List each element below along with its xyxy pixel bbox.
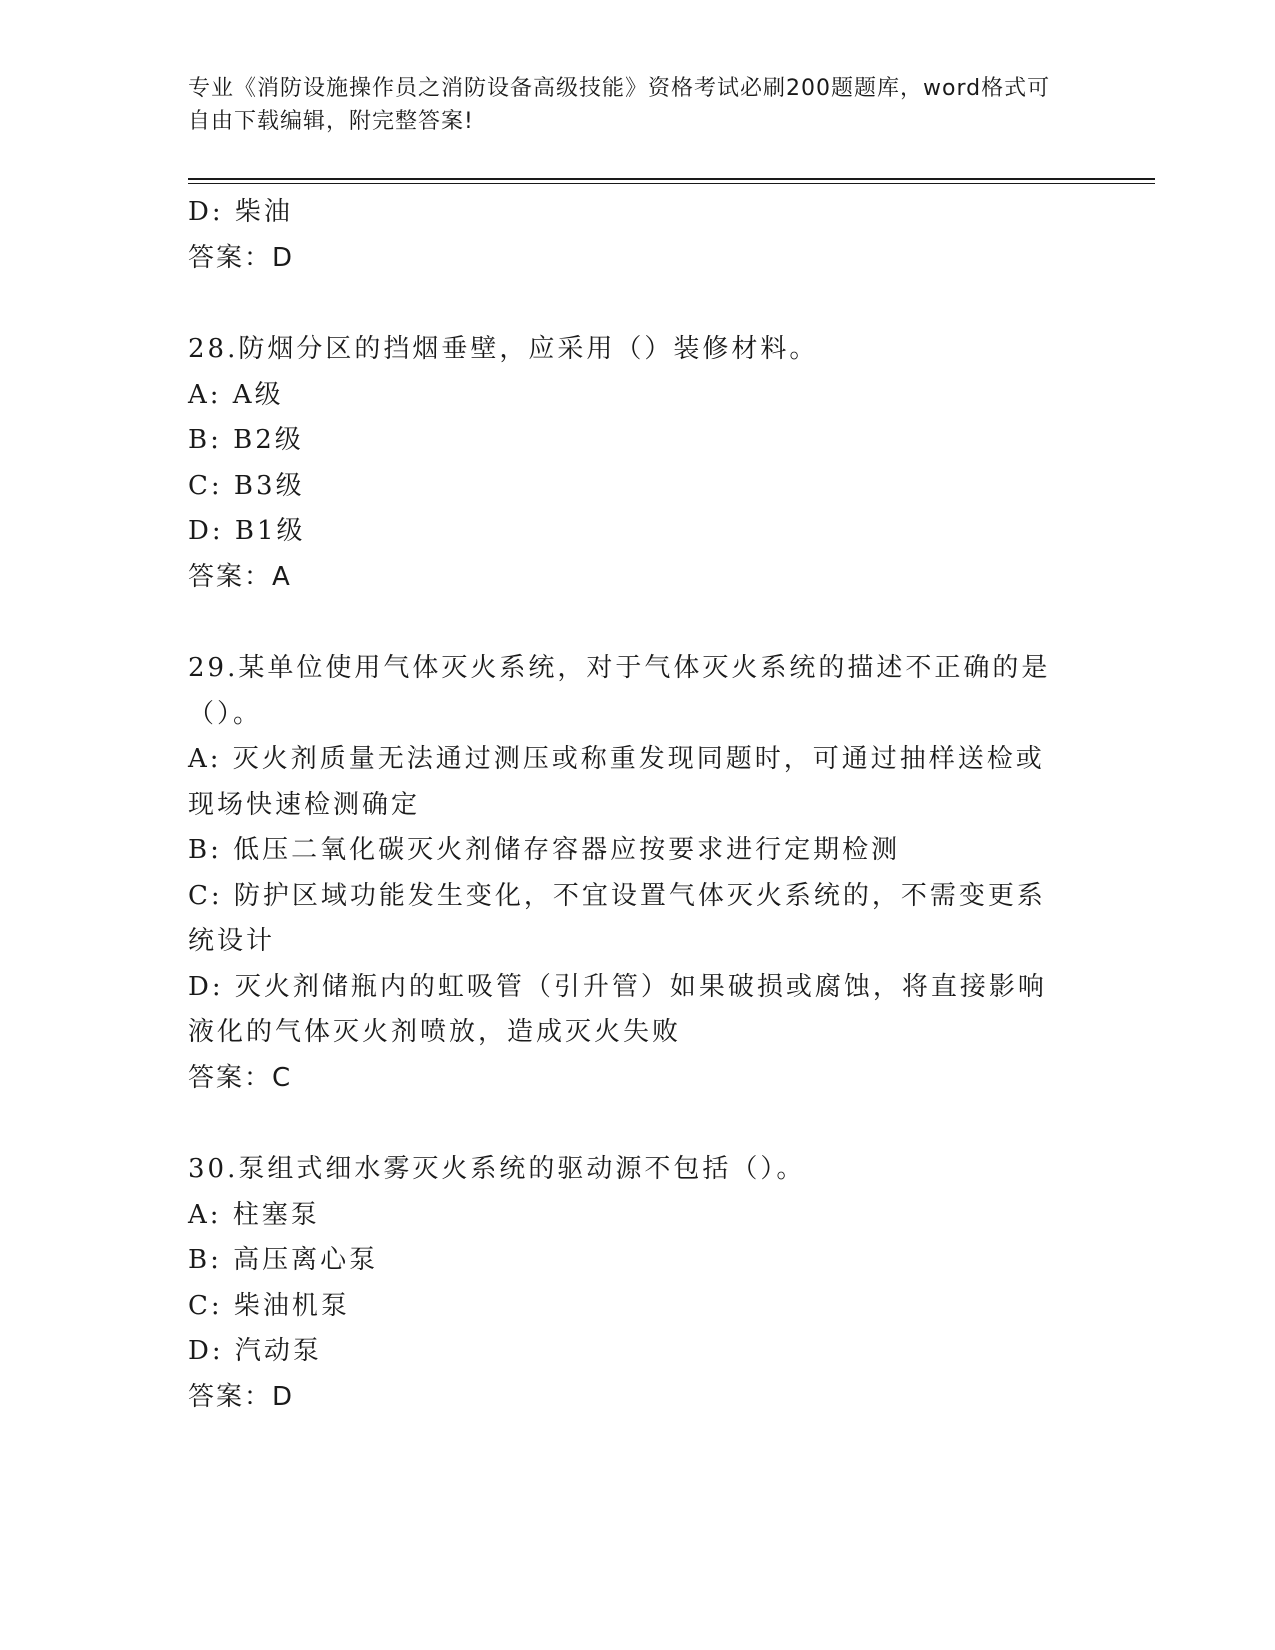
question-content (188, 190, 1068, 1420)
answer-line: 答案：D (188, 1381, 295, 1412)
option-b: B: 低压二氧化碳灭火剂储存容器应按要求进行定期检测 (188, 835, 901, 865)
answer-line: 答案：D (188, 242, 295, 273)
option-d: D: 灭火剂储瓶内的虹吸管（引升管）如果破损或腐蚀，将直接影响液化的气体灭火剂喷放，造成灭火失败 (188, 971, 1047, 1047)
option-d: D: 汽动泵 (188, 1336, 322, 1366)
question-29 (188, 646, 1068, 1101)
option-a: A: 柱塞泵 (188, 1199, 320, 1230)
option-c: C: 防护区域功能发生变化，不宜设置气体灭火系统的，不需变更系统设计 (188, 880, 1046, 956)
question-30 (188, 1147, 1068, 1420)
option-c: C: 柴油机泵 (188, 1290, 350, 1321)
option-a: A: 灭火剂质量无法通过测压或称重发现同题时，可通过抽样送检或现场快速检测确定 (188, 744, 1045, 820)
answer-line: 答案：A (188, 561, 292, 592)
option-d: D: B1级 (188, 516, 306, 546)
header-title: 专业《消防设施操作员之消防设备高级技能》资格考试必刷200题题库，word格式可自由下载编辑，附完整答案! (188, 76, 1051, 134)
option-b: B: B2级 (188, 425, 304, 455)
question-stem: 28.防烟分区的挡烟垂壁，应采用（）装修材料。 (188, 334, 819, 364)
option-c: C: B3级 (188, 470, 305, 501)
option-a: A: A级 (188, 379, 284, 410)
document-header (188, 72, 1068, 138)
option-d: D: 柴油 (188, 197, 293, 227)
option-b: B: 高压离心泵 (188, 1245, 379, 1275)
partial-question-27 (188, 190, 1068, 281)
header-divider-thin (188, 183, 1155, 184)
answer-line: 答案：C (188, 1062, 293, 1093)
question-stem: 30.泵组式细水雾灭火系统的驱动源不包括（）。 (188, 1154, 806, 1184)
question-28 (188, 327, 1068, 600)
header-divider-thick (188, 178, 1155, 180)
question-stem: 29.某单位使用气体灭火系统，对于气体灭火系统的描述不正确的是（）。 (188, 653, 1051, 729)
